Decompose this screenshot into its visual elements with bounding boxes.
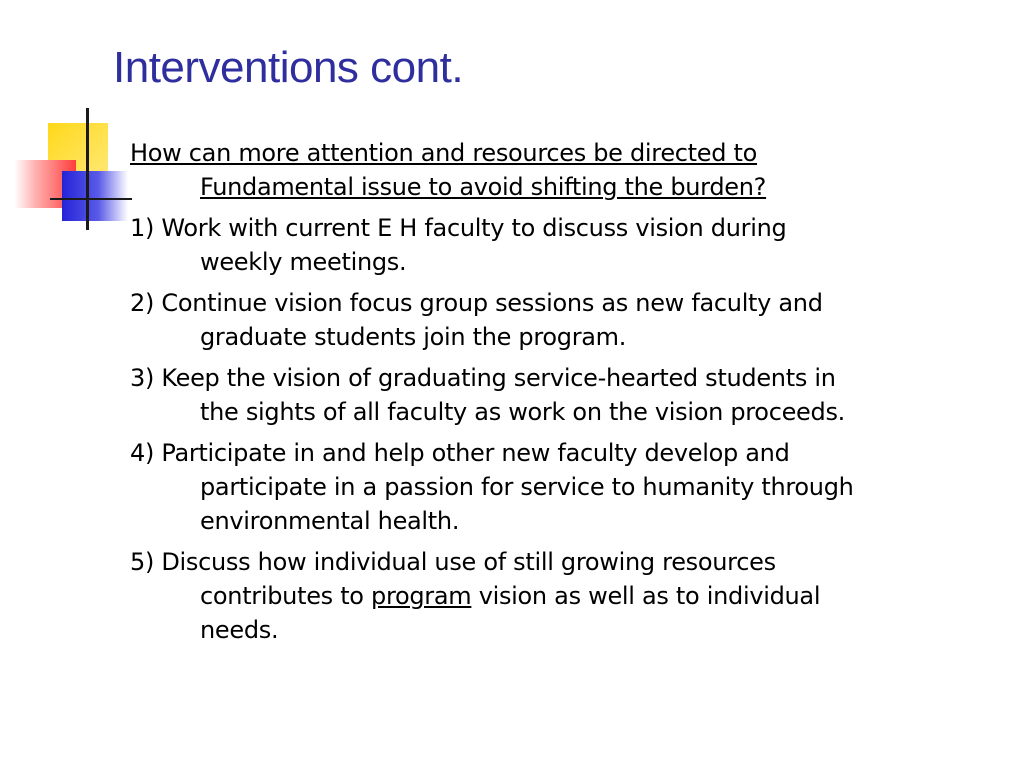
- item-3-line-2: the sights of all faculty as work on the vision proceeds.: [200, 398, 845, 426]
- decorative-blue-square: [62, 171, 128, 221]
- decorative-vertical-line: [86, 108, 89, 230]
- list-item-1: [130, 211, 1010, 279]
- program-link[interactable]: program: [371, 582, 472, 610]
- question-paragraph: [130, 136, 1010, 204]
- decorative-horizontal-line: [50, 198, 132, 200]
- item-4-line-1: 4) Participate in and help other new faculty develop and: [130, 439, 790, 467]
- question-line-1: How can more attention and resources be directed to: [130, 139, 758, 167]
- item-2-line-1: 2) Continue vision focus group sessions as new faculty and: [130, 289, 823, 317]
- item-1-line-2: weekly meetings.: [200, 248, 407, 276]
- item-4-line-3: environmental health.: [200, 507, 460, 535]
- list-item-4: [130, 436, 1010, 538]
- item-5-line-2-after: vision as well as to individual: [471, 582, 821, 610]
- item-5-line-3: needs.: [200, 616, 279, 644]
- item-5-line-1: 5) Discuss how individual use of still growing resources: [130, 548, 776, 576]
- list-item-3: [130, 361, 1010, 429]
- slide-body: [130, 136, 1010, 654]
- item-4-line-2: participate in a passion for service to humanity through: [200, 473, 854, 501]
- item-5-line-2-before: contributes to: [200, 582, 372, 610]
- list-item-5: [130, 545, 1010, 647]
- item-1-line-1: 1) Work with current E H faculty to discuss vision during: [130, 214, 787, 242]
- item-2-line-2: graduate students join the program.: [200, 323, 627, 351]
- slide-title: Interventions cont.: [113, 43, 464, 92]
- item-3-line-1: 3) Keep the vision of graduating service-hearted students in: [130, 364, 836, 392]
- question-line-2: Fundamental issue to avoid shifting the burden?: [200, 173, 767, 201]
- list-item-2: [130, 286, 1010, 354]
